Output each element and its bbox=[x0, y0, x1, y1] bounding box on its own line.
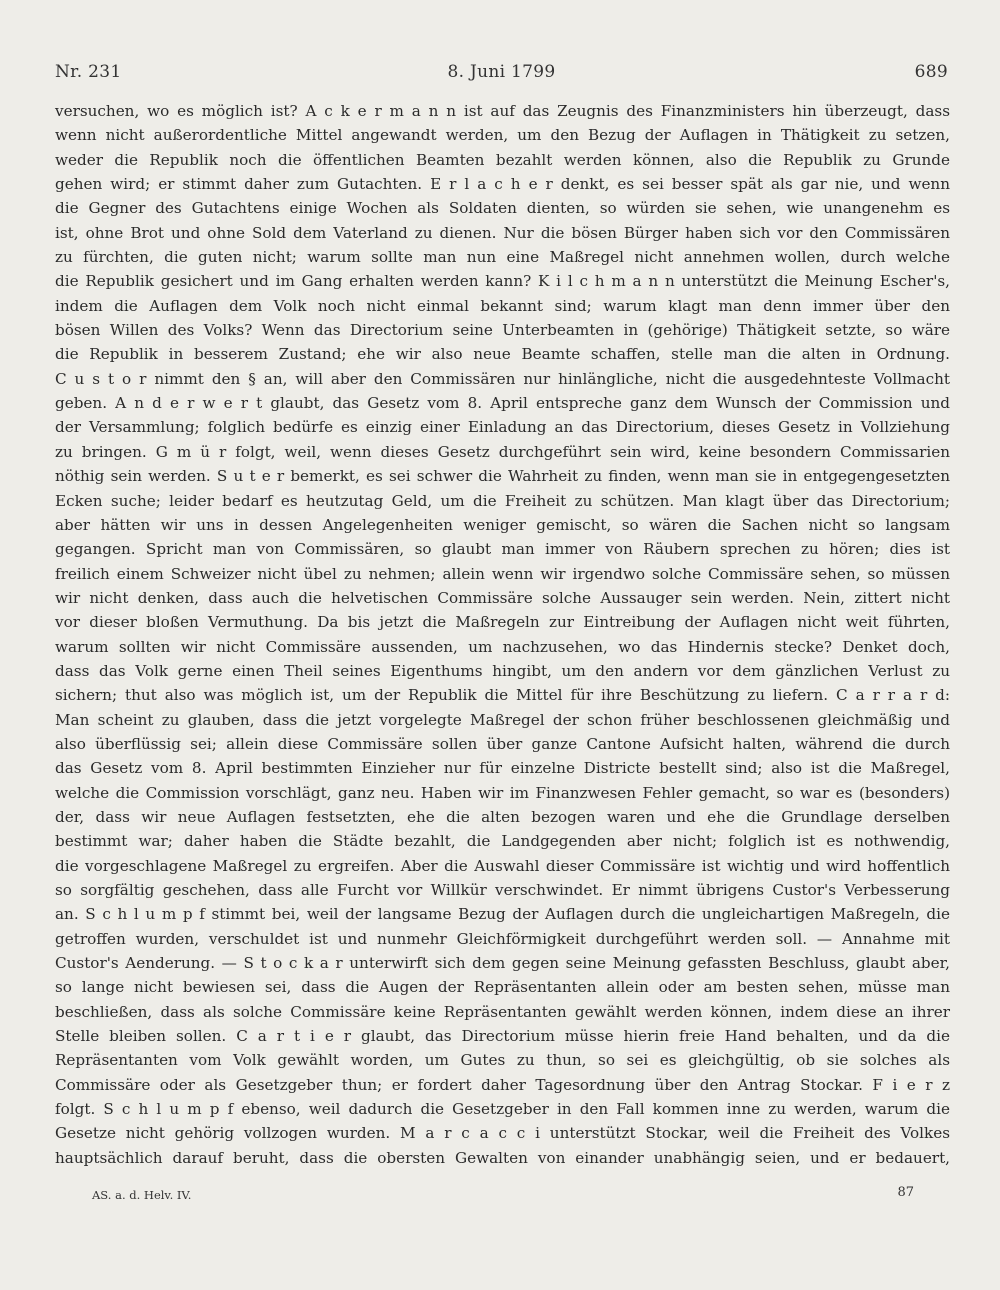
text-line: beschließen, dass als solche Commissäre keine Repräsentanten gewählt werden können, indem diese an ihrer bbox=[55, 1002, 950, 1021]
text-line: C u s t o r nimmt den § an, will aber den Commissären nur hinlängliche, nicht die ausgedehnteste Vollmacht bbox=[55, 369, 950, 388]
text-line: Repräsentanten vom Volk gewählt worden, um Gutes zu thun, so sei es gleichgültig, ob sie solches als bbox=[55, 1051, 950, 1070]
body-text bbox=[55, 99, 950, 1170]
text-line: welche die Commission vorschlägt, ganz neu. Haben wir im Finanzwesen Fehler gemacht, so war es (besonders) bbox=[55, 783, 950, 802]
text-line: das Gesetz vom 8. April bestimmten Einzieher nur für einzelne Districte bestellt sind; also ist die Maßregel, bbox=[55, 759, 950, 778]
text-line: Commissäre oder als Gesetzgeber thun; er fordert daher Tagesordnung über den Antrag Stockar. F i e r z bbox=[55, 1075, 950, 1094]
text-line: warum sollten wir nicht Commissäre aussenden, um nachzusehen, wo das Hindernis stecke? Denket doch, bbox=[55, 637, 950, 656]
text-line: vor dieser bloßen Vermuthung. Da bis jetzt die Maßregeln zur Eintreibung der Auflagen nicht weit führten, bbox=[55, 613, 950, 632]
text-line: also überflüssig sei; allein diese Commissäre sollen über ganze Cantone Aufsicht halten, während die durch bbox=[55, 734, 950, 753]
series-reference: AS. a. d. Helv. IV. bbox=[92, 1188, 192, 1202]
text-line: so lange nicht bewiesen sei, dass die Augen der Repräsentanten allein oder am besten sehen, müsse man bbox=[55, 978, 950, 997]
text-line: die Republik in besserem Zustand; ehe wir also neue Beamte schaffen, stelle man die alten in Ordnung. bbox=[55, 345, 950, 364]
text-line: bestimmt war; daher haben die Städte bezahlt, die Landgegenden aber nicht; folglich ist es nothwendig, bbox=[55, 832, 950, 851]
text-line: die Gegner des Gutachtens einige Wochen als Soldaten dienten, so würden sie sehen, wie unangenehm es bbox=[55, 199, 950, 218]
text-line: getroffen wurden, verschuldet ist und nunmehr Gleichförmigkeit durchgeführt werden soll. — Annahme mit bbox=[55, 929, 950, 948]
text-line: gehen wird; er stimmt daher zum Gutachten. E r l a c h e r denkt, es sei besser spät als gar nie, und wenn bbox=[55, 175, 950, 194]
sheet-number: 87 bbox=[897, 1185, 914, 1200]
text-line: zu bringen. G m ü r folgt, weil, wenn dieses Gesetz durchgeführt sein wird, keine besondern Commissarien bbox=[55, 442, 950, 461]
text-line: die vorgeschlagene Maßregel zu ergreifen. Aber die Auswahl dieser Commissäre ist wichtig und wird hoffentlich bbox=[55, 856, 950, 875]
text-line: folgt. S c h l u m p f ebenso, weil dadurch die Gesetzgeber in den Fall kommen inne zu werden, warum die bbox=[55, 1100, 950, 1119]
text-line: freilich einem Schweizer nicht übel zu nehmen; allein wenn wir irgendwo solche Commissäre sehen, so müssen bbox=[55, 564, 950, 583]
text-line: ist, ohne Brot und ohne Sold dem Vaterland zu dienen. Nur die bösen Bürger haben sich vor den Commissären bbox=[55, 223, 950, 242]
document-number: Nr. 231 bbox=[55, 62, 122, 82]
text-line: gegangen. Spricht man von Commissären, so glaubt man immer von Räubern sprechen zu hören; dies ist bbox=[55, 540, 950, 559]
text-line: der Versammlung; folglich bedürfe es einzig einer Einladung an das Directorium, dieses Gesetz in Vollziehung bbox=[55, 418, 950, 437]
page-number: 689 bbox=[914, 62, 948, 82]
text-line: weder die Republik noch die öffentlichen Beamten bezahlt werden können, also die Republik zu Grunde bbox=[55, 150, 950, 169]
text-line: Ecken suche; leider bedarf es heutzutag Geld, um die Freiheit zu schützen. Man klagt über das Directorium; bbox=[55, 491, 950, 510]
text-line: wir nicht denken, dass auch die helvetischen Commissäre solche Aussauger sein werden. Nein, zittert nicht bbox=[55, 588, 950, 607]
text-line: Custor's Aenderung. — S t o c k a r unterwirft sich dem gegen seine Meinung gefassten Beschluss, glaubt aber, bbox=[55, 954, 950, 973]
text-line: wenn nicht außerordentliche Mittel angewandt werden, um den Bezug der Auflagen in Thätigkeit zu setzen, bbox=[55, 126, 950, 145]
text-line: die Republik gesichert und im Gang erhalten werden kann? K i l c h m a n n unterstützt die Meinung Escher's, bbox=[55, 272, 950, 291]
text-line: Man scheint zu glauben, dass die jetzt vorgelegte Maßregel der schon früher beschlossenen gleichmäßig und bbox=[55, 710, 950, 729]
text-line: nöthig sein werden. S u t e r bemerkt, es sei schwer die Wahrheit zu finden, wenn man sie in entgegengesetzten bbox=[55, 467, 950, 486]
document-date: 8. Juni 1799 bbox=[447, 62, 556, 82]
text-line: so sorgfältig geschehen, dass alle Furcht vor Willkür verschwindet. Er nimmt übrigens Custor's Verbesserung bbox=[55, 881, 950, 899]
text-line: bösen Willen des Volks? Wenn das Directorium seine Unterbeamten in (gehörige) Thätigkeit setzte, so wäre bbox=[55, 321, 950, 340]
text-line: Stelle bleiben sollen. C a r t i e r glaubt, das Directorium müsse hierin freie Hand behalten, und da die bbox=[55, 1027, 950, 1046]
text-line: indem die Auflagen dem Volk noch nicht einmal bekannt sind; warum klagt man denn immer über den bbox=[55, 296, 950, 315]
text-line: geben. A n d e r w e r t glaubt, das Gesetz vom 8. April entspreche ganz dem Wunsch der Commission und bbox=[55, 394, 950, 413]
text-line: der, dass wir neue Auflagen festsetzten, ehe die alten bezogen waren und ehe die Grundlage derselben bbox=[55, 807, 950, 826]
text-line: zu fürchten, die guten nicht; warum sollte man nun eine Maßregel nicht annehmen wollen, durch welche bbox=[55, 248, 950, 267]
text-line: aber hätten wir uns in dessen Angelegenheiten weniger gemischt, so wären die Sachen nicht so langsam bbox=[55, 515, 950, 534]
text-line: sichern; thut also was möglich ist, um der Republik die Mittel für ihre Beschützung zu liefern. C a r r a r d: bbox=[55, 686, 950, 705]
text-line: dass das Volk gerne einen Theil seines Eigenthums hingibt, um den andern vor dem gänzlichen Verlust zu bbox=[55, 661, 950, 680]
text-line: hauptsächlich darauf beruht, dass die obersten Gewalten von einander unabhängig seien, und er bedauert, bbox=[55, 1148, 950, 1167]
text-line: Gesetze nicht gehörig vollzogen wurden. M a r c a c c i unterstützt Stockar, weil die Freiheit des Volkes bbox=[55, 1124, 950, 1143]
text-line: an. S c h l u m p f stimmt bei, weil der langsame Bezug der Auflagen durch die ungleichartigen Maßregeln, die bbox=[55, 905, 950, 924]
text-line: versuchen, wo es möglich ist? A c k e r m a n n ist auf das Zeugnis des Finanzministers hin überzeugt, dass bbox=[55, 102, 950, 120]
